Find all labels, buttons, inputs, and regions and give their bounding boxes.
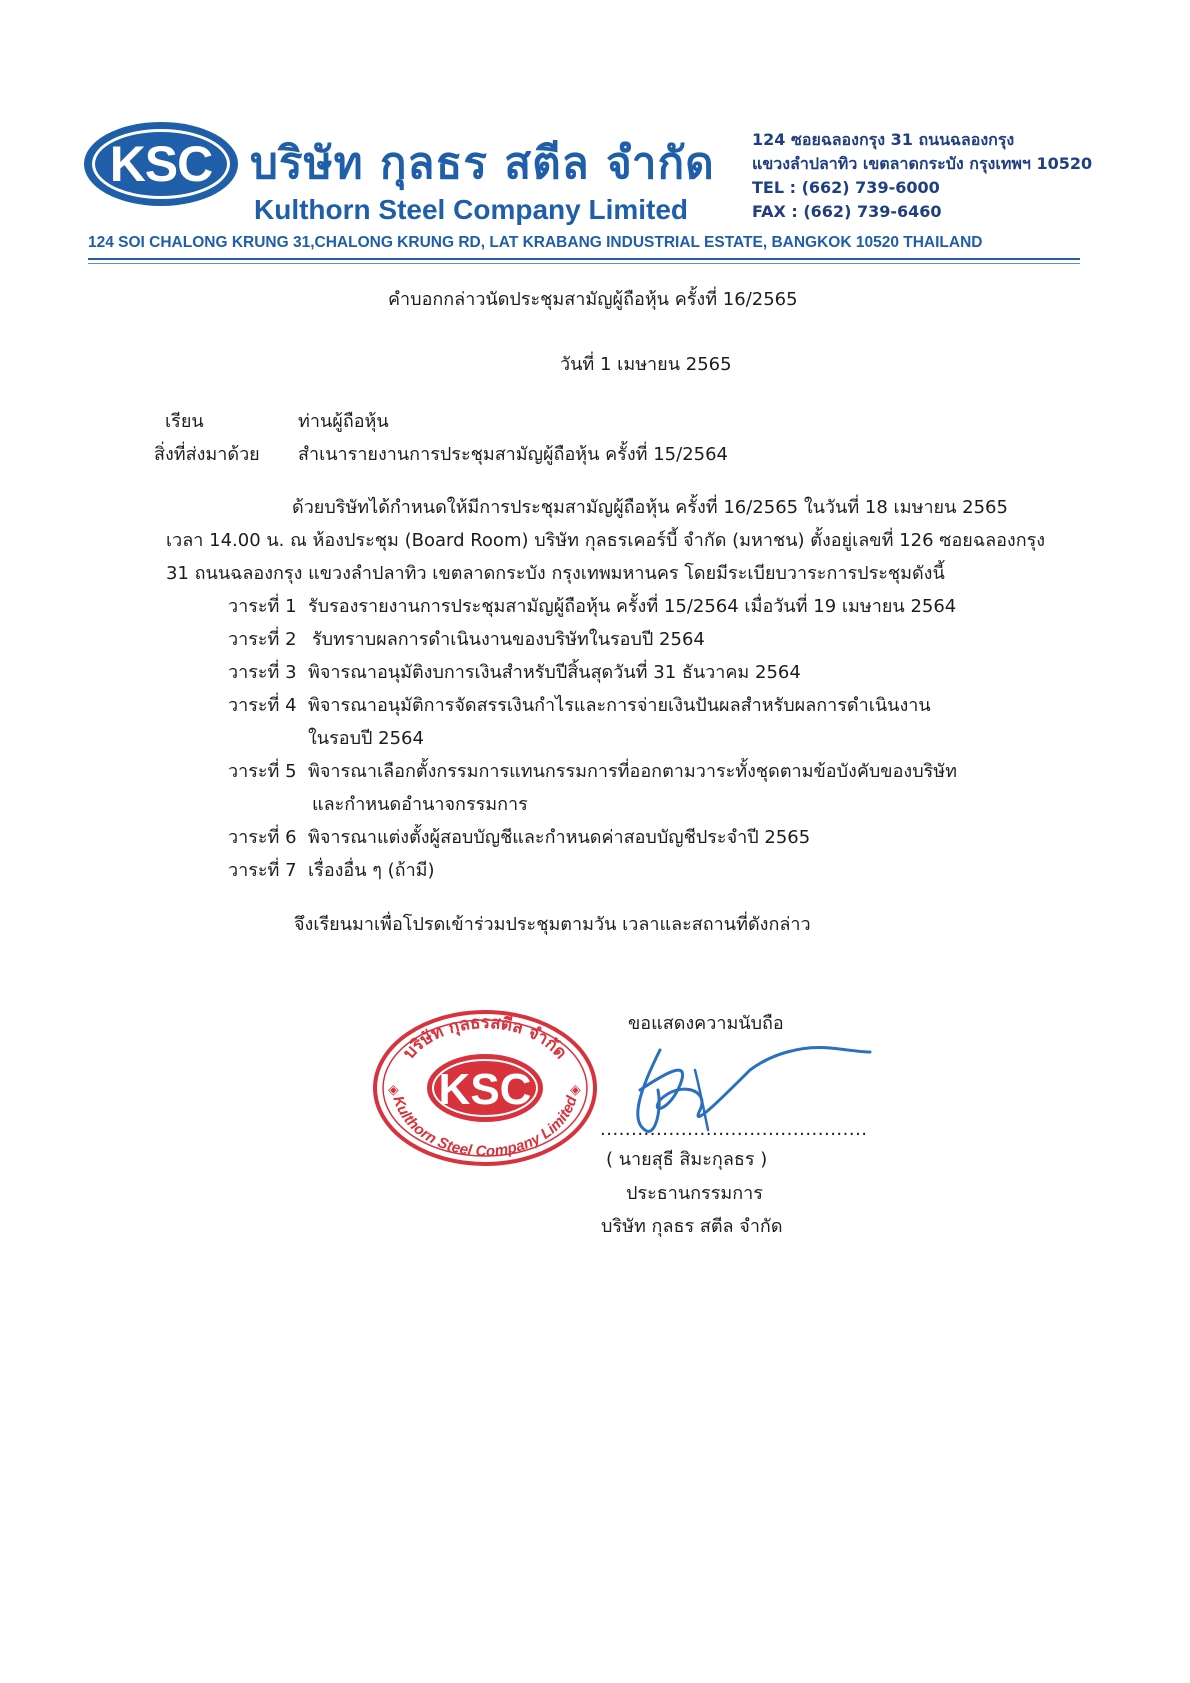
letter-date: วันที่ 1 เมษายน 2565 [560, 354, 732, 375]
signatory-name: ( นายสุธี สิมะกุลธร ) [606, 1149, 768, 1170]
telephone: TEL : (662) 739-6000 [752, 178, 940, 197]
agenda-item: เรื่องอื่น ๆ (ถ้ามี) [308, 860, 435, 881]
letterhead-contact-block [752, 128, 1092, 224]
paragraph-line-3: 31 ถนนฉลองกรุง แขวงลำปลาทิว เขตลาดกระบัง กรุงเทพมหานคร โดยมีระเบียบวาระการประชุมดังนี้ [166, 563, 945, 584]
signatory-position: ประธานกรรมการ [626, 1183, 763, 1204]
signatory-company: บริษัท กุลธร สตีล จำกัด [601, 1216, 783, 1237]
enclosure-label: สิ่งที่ส่งมาด้วย [154, 444, 260, 465]
address-thai-line1: 124 ซอยฉลองกรุง 31 ถนนฉลองกรุง [752, 130, 1015, 149]
letterhead-divider-thin [88, 263, 1080, 264]
company-name-english: Kulthorn Steel Company Limited [254, 194, 689, 225]
agenda-item: รับรองรายงานการประชุมสามัญผู้ถือหุ้น ครั้งที่ 15/2564 เมื่อวันที่ 19 เมษายน 2564 [308, 596, 957, 617]
salutation-label: เรียน [165, 411, 204, 432]
paragraph-line-1: ด้วยบริษัทได้กำหนดให้มีการประชุมสามัญผู้ถือหุ้น ครั้งที่ 16/2565 ในวันที่ 18 เมษายน 2565 [292, 497, 1008, 518]
agenda-item: พิจารณาเลือกตั้งกรรมการแทนกรรมการที่ออกตามวาระทั้งชุดตามข้อบังคับของบริษัท [308, 761, 958, 782]
logo-ring [92, 129, 230, 199]
address-thai-line2: แขวงลำปลาทิว เขตลาดกระบัง กรุงเทพฯ 10520 [752, 154, 1093, 173]
salutation-value: ท่านผู้ถือหุ้น [298, 411, 389, 432]
company-logo [84, 122, 238, 206]
agenda-item: พิจารณาแต่งตั้งผู้สอบบัญชีและกำหนดค่าสอบบัญชีประจำปี 2565 [308, 827, 811, 848]
enclosure-value: สำเนารายงานการประชุมสามัญผู้ถือหุ้น ครั้งที่ 15/2564 [298, 444, 729, 465]
agenda-item-continued: และกำหนดอำนาจกรรมการ [312, 794, 528, 815]
company-seal-stamp [370, 1008, 600, 1168]
agenda-item: พิจารณาอนุมัติการจัดสรรเงินกำไรและการจ่ายเงินปันผลสำหรับผลการดำเนินงาน [308, 695, 931, 716]
agenda-label: วาระที่ 5 [228, 761, 297, 782]
agenda-label: วาระที่ 3 [228, 662, 297, 683]
stamp-bottom-text: Kulthorn Steel Company Limited [389, 1093, 581, 1161]
letter-title: คำบอกกล่าวนัดประชุมสามัญผู้ถือหุ้น ครั้งที่ 16/2565 [388, 289, 798, 310]
company-name-thai: บริษัท กุลธร สตีล จำกัด [250, 138, 715, 189]
signature-line: ........................................... [600, 1119, 868, 1140]
regards: ขอแสดงความนับถือ [628, 1013, 784, 1034]
logo-text: KSC [109, 136, 213, 192]
agenda-item: รับทราบผลการดำเนินงานของบริษัทในรอบปี 2564 [312, 629, 705, 650]
closing-sentence: จึงเรียนมาเพื่อโปรดเข้าร่วมประชุมตามวัน เวลาและสถานที่ดังกล่าว [294, 914, 811, 935]
agenda-label: วาระที่ 1 [228, 596, 297, 617]
fax: FAX : (662) 739-6460 [752, 202, 942, 221]
stamp-right-emblem-icon: ◈ [570, 1082, 581, 1098]
stamp-center-text: KSC [438, 1065, 532, 1114]
address-english: 124 SOI CHALONG KRUNG 31,CHALONG KRUNG RD, LAT KRABANG INDUSTRIAL ESTATE, BANGKOK 10520 THAILAND [88, 234, 983, 251]
agenda-label: วาระที่ 6 [228, 827, 297, 848]
agenda-item: พิจารณาอนุมัติงบการเงินสำหรับปีสิ้นสุดวันที่ 31 ธันวาคม 2564 [308, 662, 801, 683]
agenda-label: วาระที่ 2 [228, 629, 297, 650]
paragraph-line-2: เวลา 14.00 น. ณ ห้องประชุม (Board Room) บริษัท กุลธรเคอร์บี้ จำกัด (มหาชน) ตั้งอยู่เลขที่ 126 ซอยฉลองกรุง [166, 530, 1046, 551]
agenda-label: วาระที่ 7 [228, 860, 297, 881]
agenda-label: วาระที่ 4 [228, 695, 297, 716]
agenda-item-continued: ในรอบปี 2564 [308, 728, 424, 749]
stamp-top-text: บริษัท กุลธรสตีล จำกัด [399, 1012, 571, 1064]
stamp-left-emblem-icon: ◈ [388, 1082, 399, 1098]
letterhead-divider [88, 258, 1080, 260]
